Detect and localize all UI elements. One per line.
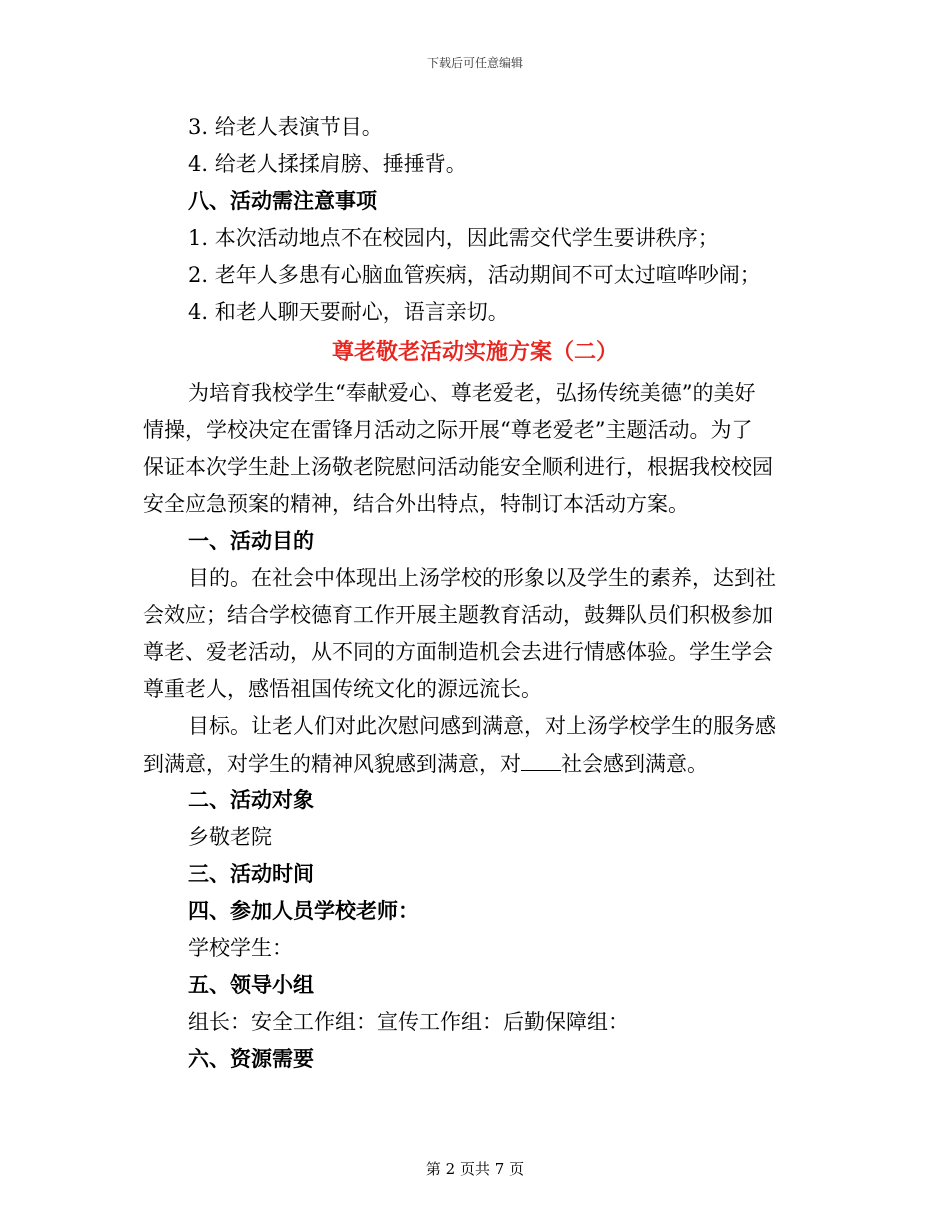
paragraph-line: 目的。在社会中体现出上汤学校的形象以及学生的素养，达到社	[188, 566, 776, 590]
paragraph-line: 目标。让老人们对此次慰问感到满意，对上汤学校学生的服务感	[188, 714, 776, 738]
paragraph-line: 安全应急预案的精神，结合外出特点，特制订本活动方案。	[143, 492, 689, 516]
paragraph-line: 学校学生：	[188, 936, 293, 960]
list-item: 4. 和老人聊天要耐心，语言亲切。	[188, 300, 509, 324]
list-item: 3. 给老人表演节目。	[188, 115, 383, 139]
section-heading: 二、活动对象	[188, 787, 314, 812]
goal-text-b: 社会感到满意。	[561, 752, 708, 776]
paragraph-line: 组长：安全工作组：宣传工作组：后勤保障组：	[188, 1010, 629, 1034]
document-title: 尊老敬老活动实施方案（二）	[331, 339, 618, 365]
section-heading: 四、参加人员学校老师：	[188, 898, 419, 923]
paragraph-line: 尊老、爱老活动，从不同的方面制造机会去进行情感体验。学生学会	[143, 640, 773, 664]
paragraph-line: 情操，学校决定在雷锋月活动之际开展“尊老爱老”主题活动。为了	[143, 418, 753, 442]
paragraph-line: 为培育我校学生“奉献爱心、尊老爱老，弘扬传统美德”的美好	[188, 381, 756, 405]
section-heading: 三、活动时间	[188, 861, 314, 886]
paragraph-line: 尊重老人，感悟祖国传统文化的源远流长。	[143, 677, 542, 701]
section-heading: 一、活动目的	[188, 528, 314, 553]
section-heading: 八、活动需注意事项	[188, 188, 377, 213]
section-heading: 六、资源需要	[188, 1046, 314, 1071]
page-footer: 第 2 页共 7 页	[425, 1160, 525, 1178]
list-item: 4. 给老人揉揉肩膀、捶捶背。	[188, 152, 467, 176]
page-header: 下载后可任意编辑	[426, 56, 523, 70]
paragraph-line	[143, 750, 708, 777]
list-item: 1. 本次活动地点不在校园内，因此需交代学生要讲秩序；	[188, 226, 719, 250]
paragraph-line: 乡敬老院	[188, 825, 272, 849]
list-item: 2. 老年人多患有心脑血管疾病，活动期间不可太过喧哗吵闹；	[188, 263, 761, 287]
section-heading: 五、领导小组	[188, 972, 314, 997]
goal-text-a: 到满意，对学生的精神风貌感到满意，对	[143, 752, 521, 776]
paragraph-line: 会效应；结合学校德育工作开展主题教育活动，鼓舞队员们积极参加	[143, 603, 773, 627]
fill-in-blank	[521, 750, 561, 771]
paragraph-line: 保证本次学生赴上汤敬老院慰问活动能安全顺利进行，根据我校校园	[143, 455, 773, 479]
